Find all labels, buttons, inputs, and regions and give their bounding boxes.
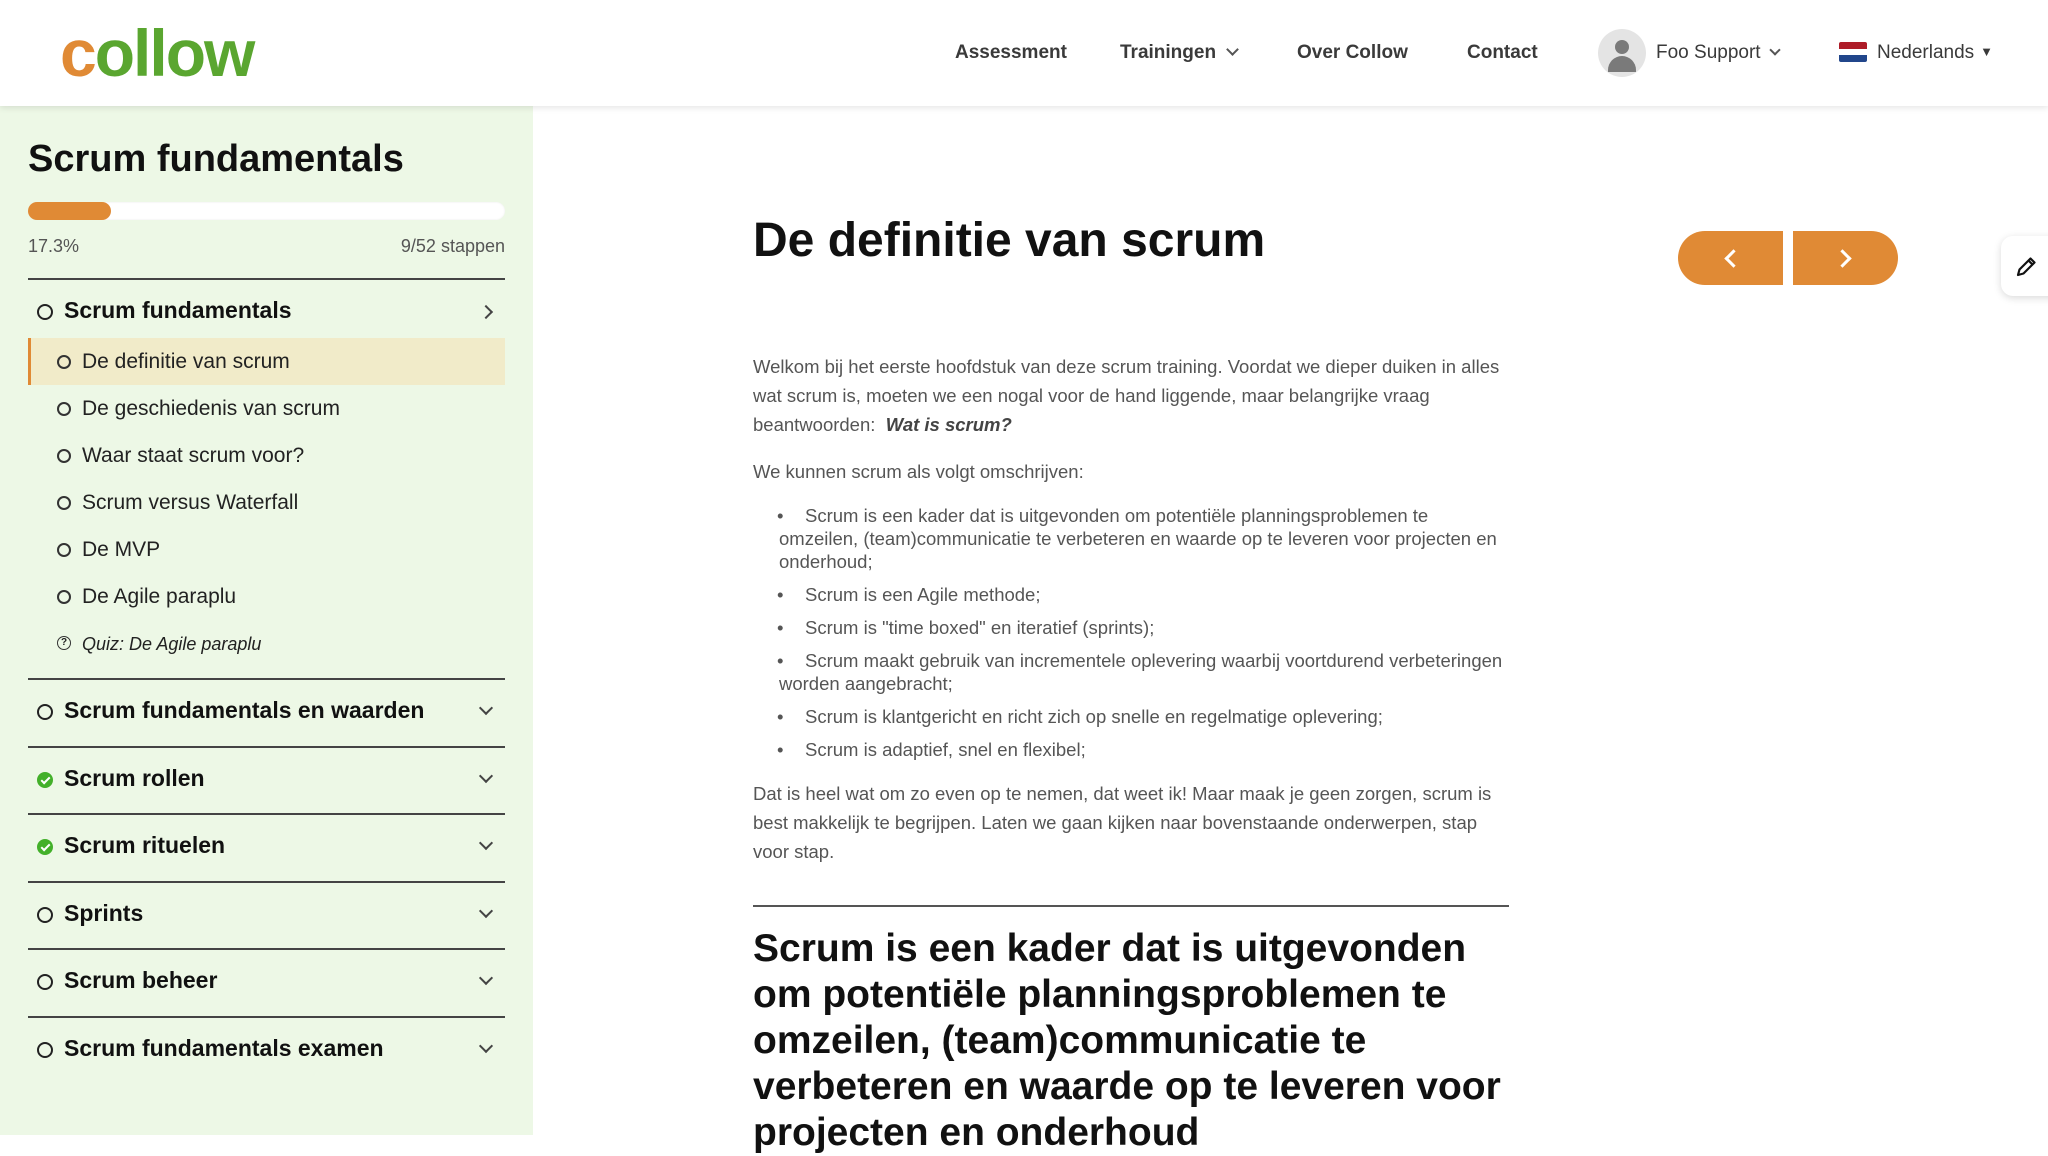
lesson-waar-staat-scrum-voor[interactable] <box>28 432 505 479</box>
chevron-down-icon <box>479 971 493 985</box>
collow-logo[interactable] <box>60 18 253 88</box>
top-header <box>0 0 2048 106</box>
outro-paragraph: Dat is heel wat om zo even op te nemen, dat weet ik! Maar maak je geen zorgen, scrum is best makkelijk te begrijpen. Laten we gaan kijken naar bovenstaande onderwerpen, stap voor stap. <box>753 783 1492 862</box>
section-label: Scrum rollen <box>64 765 205 791</box>
list-item-text: • Scrum is adaptief, snel en flexibel; <box>805 739 1086 760</box>
list-item-text: • Scrum is klantgericht en richt zich op snelle en regelmatige oplevering; <box>805 706 1383 727</box>
incomplete-circle-icon <box>57 590 71 604</box>
nav-assessment[interactable]: Assessment <box>955 42 1067 63</box>
check-circle-icon <box>37 839 53 855</box>
content-divider <box>753 905 1509 907</box>
lesson-quiz-de-agile-paraplu[interactable] <box>28 620 505 667</box>
lesson-label: Scrum versus Waterfall <box>82 491 299 514</box>
section-scrum-fundamentals-en-waarden[interactable] <box>28 680 505 740</box>
user-avatar-icon[interactable] <box>1598 29 1646 77</box>
list-item-text: • Scrum is een kader dat is uitgevonden om potentiële planningsproblemen te omzeilen, (team)communicatie te verbeteren en waarde op te leveren voor projecten en onderhoud; <box>779 505 1497 572</box>
chevron-right-icon <box>479 305 493 319</box>
section-label: Scrum fundamentals <box>64 297 292 323</box>
list-item <box>777 649 1509 695</box>
incomplete-circle-icon <box>57 402 71 416</box>
intro-text: Welkom bij het eerste hoofdstuk van deze scrum training. Voordat we dieper duiken in alles wat scrum is, moeten we een nogal voor de hand liggende, maar belangrijke vraag beantwoorden: <box>753 356 1500 435</box>
lesson-de-geschiedenis-van-scrum[interactable] <box>28 385 505 432</box>
nav-trainingen-label: Trainingen <box>1120 42 1217 63</box>
logo-text: collow <box>60 16 254 90</box>
list-item <box>777 738 1509 761</box>
section-scrum-fundamentals-examen[interactable] <box>28 1018 505 1078</box>
lead-paragraph: We kunnen scrum als volgt omschrijven: <box>753 461 1084 482</box>
nav-contact[interactable]: Contact <box>1467 42 1538 63</box>
course-title: Scrum fundamentals <box>28 138 404 180</box>
list-item <box>777 504 1509 573</box>
check-circle-icon <box>37 772 53 788</box>
incomplete-circle-icon <box>57 543 71 557</box>
section-label: Sprints <box>64 900 144 926</box>
lesson-de-mvp[interactable] <box>28 526 505 573</box>
chevron-right-icon <box>1833 249 1851 267</box>
language-label: Nederlands <box>1877 42 1975 63</box>
section-scrum-rituelen[interactable] <box>28 815 505 875</box>
user-name: Foo Support <box>1656 42 1761 63</box>
lesson-label: De Agile paraplu <box>82 585 237 608</box>
chevron-down-icon <box>479 836 493 850</box>
section-heading: Scrum is een kader dat is uitgevonden om potentiële planningsproblemen te omzeilen, (team)communicatie te verbeteren en waarde op te leveren voor projecten en onderhoud <box>753 927 1501 1154</box>
incomplete-circle-icon <box>57 355 71 369</box>
incomplete-circle-icon <box>37 907 53 923</box>
question-circle-icon: ? <box>57 636 71 650</box>
incomplete-circle-icon <box>37 304 53 320</box>
section-scrum-fundamentals[interactable] <box>28 280 505 340</box>
incomplete-circle-icon <box>57 496 71 510</box>
lesson-de-agile-paraplu[interactable] <box>28 573 505 620</box>
nav-over-collow[interactable]: Over Collow <box>1297 42 1408 63</box>
section-scrum-beheer[interactable] <box>28 950 505 1010</box>
definition-list <box>753 504 1509 761</box>
lesson-label: De definitie van scrum <box>82 350 290 373</box>
section-label: Scrum rituelen <box>64 832 226 858</box>
chevron-left-icon <box>1724 249 1742 267</box>
edit-button[interactable] <box>2001 236 2048 296</box>
lesson-de-definitie-van-scrum[interactable] <box>28 338 505 385</box>
lesson-label: De geschiedenis van scrum <box>82 397 340 420</box>
list-item-text: • Scrum is "time boxed" en iteratief (sprints); <box>805 617 1155 638</box>
lesson-label: Waar staat scrum voor? <box>82 444 305 467</box>
intro-paragraph <box>753 352 1509 439</box>
list-item-text: • Scrum maakt gebruik van incrementele oplevering waarbij voortdurend verbeteringen worden aangebracht; <box>779 650 1503 694</box>
chevron-down-icon <box>1226 43 1239 56</box>
lesson-scrum-versus-waterfall[interactable] <box>28 479 505 526</box>
lesson-label: Quiz: De Agile paraplu <box>82 634 262 654</box>
lesson-label: De MVP <box>82 538 161 561</box>
progress-bar <box>28 202 505 220</box>
list-item-text: • Scrum is een Agile methode; <box>805 584 1041 605</box>
progress-bar-fill <box>28 202 111 220</box>
user-menu[interactable] <box>1656 42 1779 64</box>
list-item <box>777 616 1509 639</box>
next-lesson-button[interactable] <box>1793 231 1898 285</box>
progress-percent: 17.3% <box>28 236 80 256</box>
chevron-down-icon <box>479 769 493 783</box>
course-sidebar <box>0 106 533 1135</box>
chevron-down-icon <box>479 701 493 715</box>
list-item <box>777 705 1509 728</box>
page-title: De definitie van scrum <box>753 214 1266 267</box>
section-label: Scrum fundamentals en waarden <box>64 697 425 723</box>
progress-steps: 9/52 stappen <box>400 236 505 256</box>
chevron-down-icon <box>1769 44 1780 55</box>
section-label: Scrum fundamentals examen <box>64 1035 384 1061</box>
intro-question: Wat is scrum? <box>885 414 1012 435</box>
incomplete-circle-icon <box>57 449 71 463</box>
incomplete-circle-icon <box>37 704 53 720</box>
lesson-content <box>753 352 1509 884</box>
netherlands-flag-icon[interactable] <box>1839 42 1867 62</box>
incomplete-circle-icon <box>37 974 53 990</box>
incomplete-circle-icon <box>37 1042 53 1058</box>
section-sprints[interactable] <box>28 883 505 943</box>
pencil-icon <box>2015 254 2039 278</box>
caret-down-icon: ▼ <box>1980 44 1994 59</box>
chevron-down-icon <box>479 1039 493 1053</box>
list-item <box>777 583 1509 606</box>
previous-lesson-button[interactable] <box>1678 231 1783 285</box>
language-selector[interactable] <box>1877 42 1993 64</box>
chevron-down-icon <box>479 904 493 918</box>
section-scrum-rollen[interactable] <box>28 748 505 808</box>
nav-trainingen[interactable] <box>1120 42 1237 64</box>
section-label: Scrum beheer <box>64 967 218 993</box>
